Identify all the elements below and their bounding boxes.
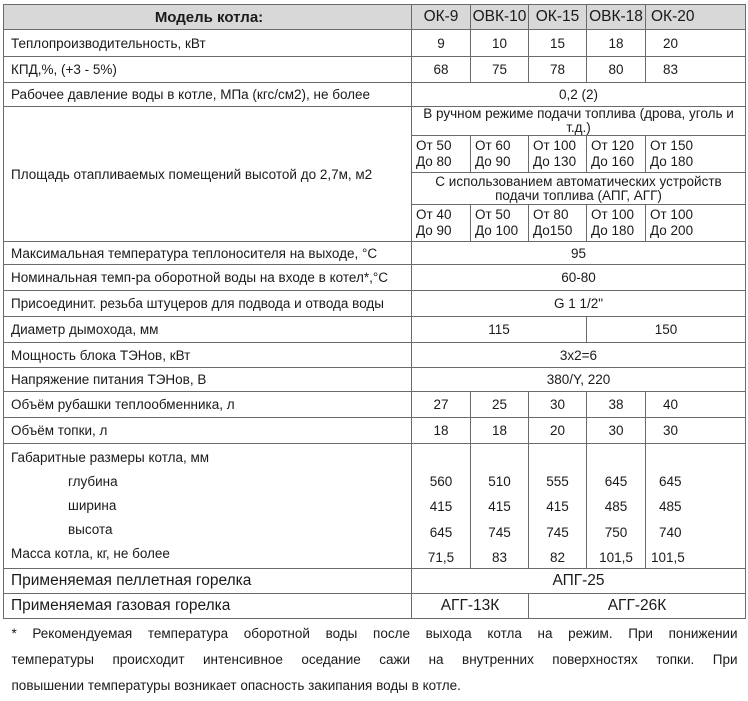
width-value: 415 [488, 499, 511, 515]
header-row [4, 5, 746, 30]
firebox-volume-row [4, 418, 746, 444]
heater-power-row [4, 343, 746, 368]
efficiency-value: 80 [587, 57, 646, 83]
efficiency-value: 75 [471, 57, 529, 83]
heat-output-row [4, 30, 746, 57]
heater-voltage-label: Напряжение питания ТЭНов, В [4, 368, 412, 392]
mass-value: 101,5 [599, 549, 633, 565]
depth-value: 645 [659, 474, 682, 489]
max-temp-row [4, 242, 746, 265]
dimensions-label: Габаритные размеры котла, мм [11, 450, 210, 465]
heat-output-value: 10 [471, 30, 529, 57]
pellet-burner-label: Применяемая пеллетная горелка [4, 569, 412, 594]
chimney-label: Диаметр дымохода, мм [4, 317, 412, 343]
pressure-label: Рабочее давление воды в котле, МПа (кгс/см2), не более [4, 83, 412, 107]
heat-output-value: 9 [412, 30, 471, 57]
return-temp-row [4, 265, 746, 291]
heater-power-label: Мощность блока ТЭНов, кВт [4, 343, 412, 368]
area-auto-note: С использованием автоматических устройств подачи топлива (АПГ, АГГ) [412, 173, 746, 205]
return-temp-label: Номинальная темп-ра оборотной воды на входе в котел*,°С [4, 265, 412, 291]
thread-row [4, 291, 746, 317]
pressure-row [4, 83, 746, 107]
chimney-row [4, 317, 746, 343]
mass-value: 82 [549, 549, 566, 565]
area-manual-range: От 120 До 160 [587, 136, 646, 173]
mass-label: Масса котла, кг, не более [11, 546, 170, 561]
area-manual-range: От 60 До 90 [471, 136, 529, 173]
depth-value: 645 [604, 474, 628, 489]
jacket-volume-value: 40 [646, 392, 746, 418]
area-manual-range: От 100 До 130 [529, 136, 587, 173]
height-value: 645 [429, 524, 453, 540]
model-name: ОК-9 [412, 5, 471, 30]
area-manual-range: От 50 До 80 [412, 136, 471, 173]
model-header-label: Модель котла: [4, 5, 412, 30]
model-name: ОК-20 [646, 5, 746, 30]
efficiency-value: 68 [412, 57, 471, 83]
width-value: 415 [429, 499, 453, 515]
gas-burner-label: Применяемая газовая горелка [4, 594, 412, 619]
footnote-line: температуры происходит интенсивное оседание сажи на внутренних поверхностях топки. При [11, 651, 738, 667]
jacket-volume-value: 27 [412, 392, 471, 418]
depth-label: глубина [68, 474, 118, 489]
footnote-line: * Рекомендуемая температура оборотной воды после выхода котла на режим. При понижении [11, 625, 738, 641]
width-value: 415 [546, 499, 569, 515]
heat-output-value: 20 [646, 30, 746, 57]
area-auto-range: От 100 До 180 [587, 205, 646, 242]
pellet-burner-value: АПГ-25 [412, 569, 746, 594]
depth-value: 510 [488, 474, 511, 489]
dimensions-column [646, 444, 746, 569]
efficiency-label: КПД,%, (+3 - 5%) [4, 57, 412, 83]
area-manual-note: В ручном режиме подачи топлива (дрова, уголь и т.д.) [412, 107, 746, 136]
heater-voltage-value: 380/Y, 220 [412, 368, 746, 392]
jacket-volume-value: 25 [471, 392, 529, 418]
boiler-spec-table [3, 4, 746, 701]
area-manual-note-row [4, 107, 746, 136]
jacket-volume-row [4, 392, 746, 418]
jacket-volume-value: 38 [587, 392, 646, 418]
firebox-volume-value: 30 [587, 418, 646, 444]
return-temp-value: 60-80 [412, 265, 746, 291]
mass-value: 101,5 [651, 549, 685, 565]
jacket-volume-label: Объём рубашки теплообменника, л [4, 392, 412, 418]
footnote-row [4, 619, 746, 701]
area-auto-range: От 50 До 100 [471, 205, 529, 242]
height-value: 750 [604, 524, 628, 540]
area-label: Площадь отапливаемых помещений высотой до 2,7м, м2 [4, 107, 412, 242]
max-temp-value: 95 [412, 242, 746, 265]
pressure-value: 0,2 (2) [412, 83, 746, 107]
heater-power-value: 3х2=6 [412, 343, 746, 368]
chimney-value-large: 150 [587, 317, 746, 343]
mass-value: 83 [491, 549, 508, 565]
max-temp-label: Максимальная температура теплоносителя на выходе, °С [4, 242, 412, 265]
thread-value: G 1 1/2" [412, 291, 746, 317]
thread-label: Присоединит. резьба штуцеров для подвода и отвода воды [4, 291, 412, 317]
model-name: ОК-15 [529, 5, 587, 30]
footnote-line: повышении температуры возникает опасность закипания воды в котле. [11, 677, 461, 693]
firebox-volume-value: 18 [412, 418, 471, 444]
heat-output-label: Теплопроизводительность, кВт [4, 30, 412, 57]
dimensions-row [4, 444, 746, 569]
height-value: 745 [488, 524, 511, 540]
jacket-volume-value: 30 [529, 392, 587, 418]
efficiency-row [4, 57, 746, 83]
dimensions-labels [4, 444, 412, 569]
heat-output-value: 18 [587, 30, 646, 57]
dimensions-column [529, 444, 587, 569]
dimensions-column [587, 444, 646, 569]
width-label: ширина [68, 498, 117, 513]
boiler-spec-sheet [3, 4, 745, 701]
efficiency-value: 78 [529, 57, 587, 83]
footnote [4, 619, 746, 701]
area-auto-range: От 80 До150 [529, 205, 587, 242]
mass-value: 71,5 [427, 549, 455, 565]
height-value: 745 [546, 524, 569, 540]
area-manual-range: От 150 До 180 [646, 136, 746, 173]
height-label: высота [68, 522, 113, 537]
dimensions-column [471, 444, 529, 569]
firebox-volume-value: 30 [646, 418, 746, 444]
area-auto-range: От 40 До 90 [412, 205, 471, 242]
width-value: 485 [604, 499, 628, 515]
chimney-value-small: 115 [412, 317, 587, 343]
height-value: 740 [659, 524, 682, 540]
model-name: ОВК-18 [587, 5, 646, 30]
area-auto-range: От 100 До 200 [646, 205, 746, 242]
firebox-volume-label: Объём топки, л [4, 418, 412, 444]
heater-voltage-row [4, 368, 746, 392]
firebox-volume-value: 18 [471, 418, 529, 444]
dimensions-column [412, 444, 471, 569]
gas-burner-row [4, 594, 746, 619]
firebox-volume-value: 20 [529, 418, 587, 444]
width-value: 485 [659, 499, 682, 515]
heat-output-value: 15 [529, 30, 587, 57]
gas-burner-value-small: АГГ-13К [412, 594, 529, 619]
depth-value: 560 [429, 474, 453, 489]
pellet-burner-row [4, 569, 746, 594]
depth-value: 555 [546, 474, 569, 489]
efficiency-value: 83 [646, 57, 746, 83]
gas-burner-value-large: АГГ-26К [529, 594, 746, 619]
model-name: ОВК-10 [471, 5, 529, 30]
